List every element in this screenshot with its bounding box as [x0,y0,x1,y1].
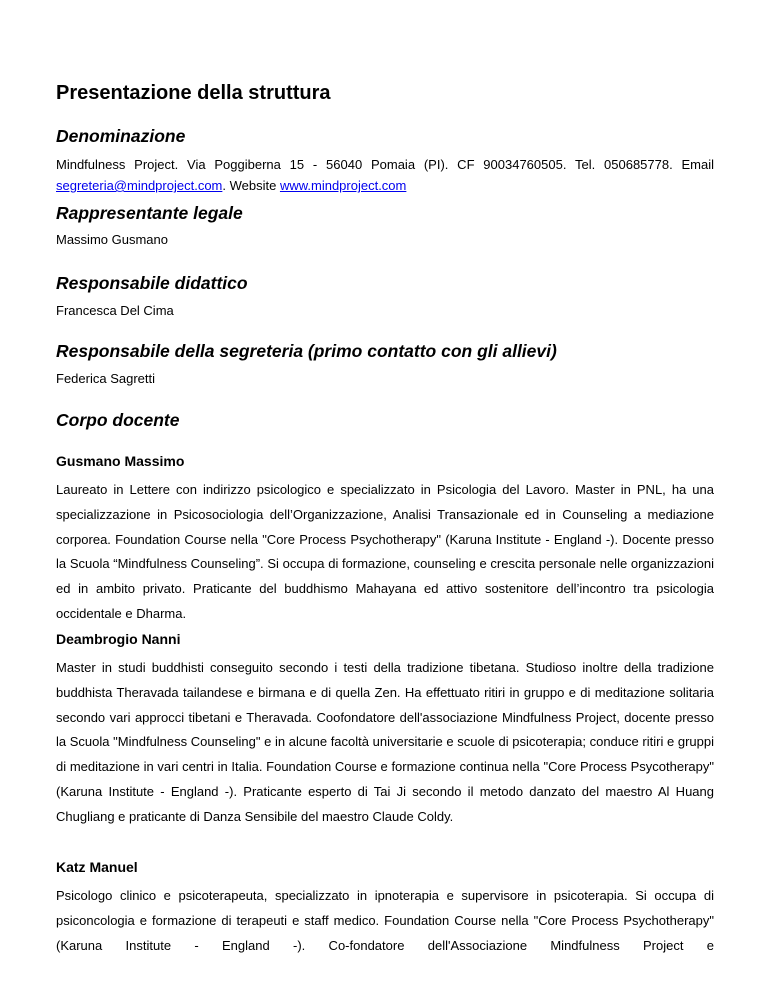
rappresentante-name: Massimo Gusmano [56,232,168,247]
responsabile-segreteria-name: Federica Sagretti [56,371,155,386]
denominazione-address: Mindfulness Project. Via Poggiberna 15 - 56040 Pomaia (PI). CF 90034760505. Tel. 050685778. Email [56,157,714,172]
teacher-bio: Psicologo clinico e psicoterapeuta, specializzato in ipnoterapia e supervisore in psicoterapia. Si occupa di psiconcologia e formazione di terapeuti e staff medico. Foundation Course nella "Core Process Psychotherapy" (Karuna Institute - England -). Co-fondatore dell'Associazione Mindfulness Project e [56,888,714,953]
heading-responsabile-segreteria: Responsabile della segreteria (primo contatto con gli allievi) [56,341,557,361]
teacher-bio: Laureato in Lettere con indirizzo psicologico e specializzato in Psicologia del Lavoro. Master in PNL, ha una specializzazione in Psicosociologia dell’Organizzazione, Analisi Transazionale ed in Counseling a mediazione corporea. Foundation Course nella "Core Process Psychotherapy" (Karuna Institute - England -). Docente presso la Scuola “Mindfulness Counseling”. Si occupa di formazione, counseling e crescita personale nelle organizzazioni ed in ambito privato. Praticante del buddhismo Mahayana ed attivo sostenitore dell’incontro tra psicologia occidentale e Dharma. [56,482,714,621]
teacher-name: Gusmano Massimo [56,453,185,469]
website-link[interactable]: www.mindproject.com [279,178,407,193]
teacher-name: Katz Manuel [56,859,138,875]
denominazione-separator: . Website [222,178,280,193]
teacher-bio: Master in studi buddhisti conseguito secondo i testi della tradizione tibetana. Studioso inoltre della tradizione buddhista Theravada tailandese e birmana e di quella Zen. Ha effettuato ritiri in gruppo e di meditazione solitaria secondo vari approcci tibetani e Theravada. Coofondatore dell'associazione Mindfulness Project, docente presso la Scuola "Mindfulness Counseling" e in alcune facoltà universitarie e scuole di psicoterapia; conduce ritiri e gruppi di meditazione in vari centri in Italia. Foundation Course e formazione continua nella "Core Process Psycotherapy" (Karuna Institute - England -). Praticante esperto di Tai Ji secondo il metodo danzato del maestro Al Huang Chugliang e praticante di Danza Sensibile del maestro Claude Coldy. [56,660,714,824]
denominazione-text [56,154,714,196]
email-link[interactable]: segreteria@mindproject.com [56,178,223,193]
heading-rappresentante-legale: Rappresentante legale [56,203,243,223]
responsabile-didattico-name: Francesca Del Cima [56,303,174,318]
heading-denominazione: Denominazione [56,126,186,146]
teacher-name: Deambrogio Nanni [56,631,181,647]
heading-responsabile-didattico: Responsabile didattico [56,273,248,293]
page-title: Presentazione della struttura [56,82,331,104]
heading-corpo-docente: Corpo docente [56,410,180,430]
